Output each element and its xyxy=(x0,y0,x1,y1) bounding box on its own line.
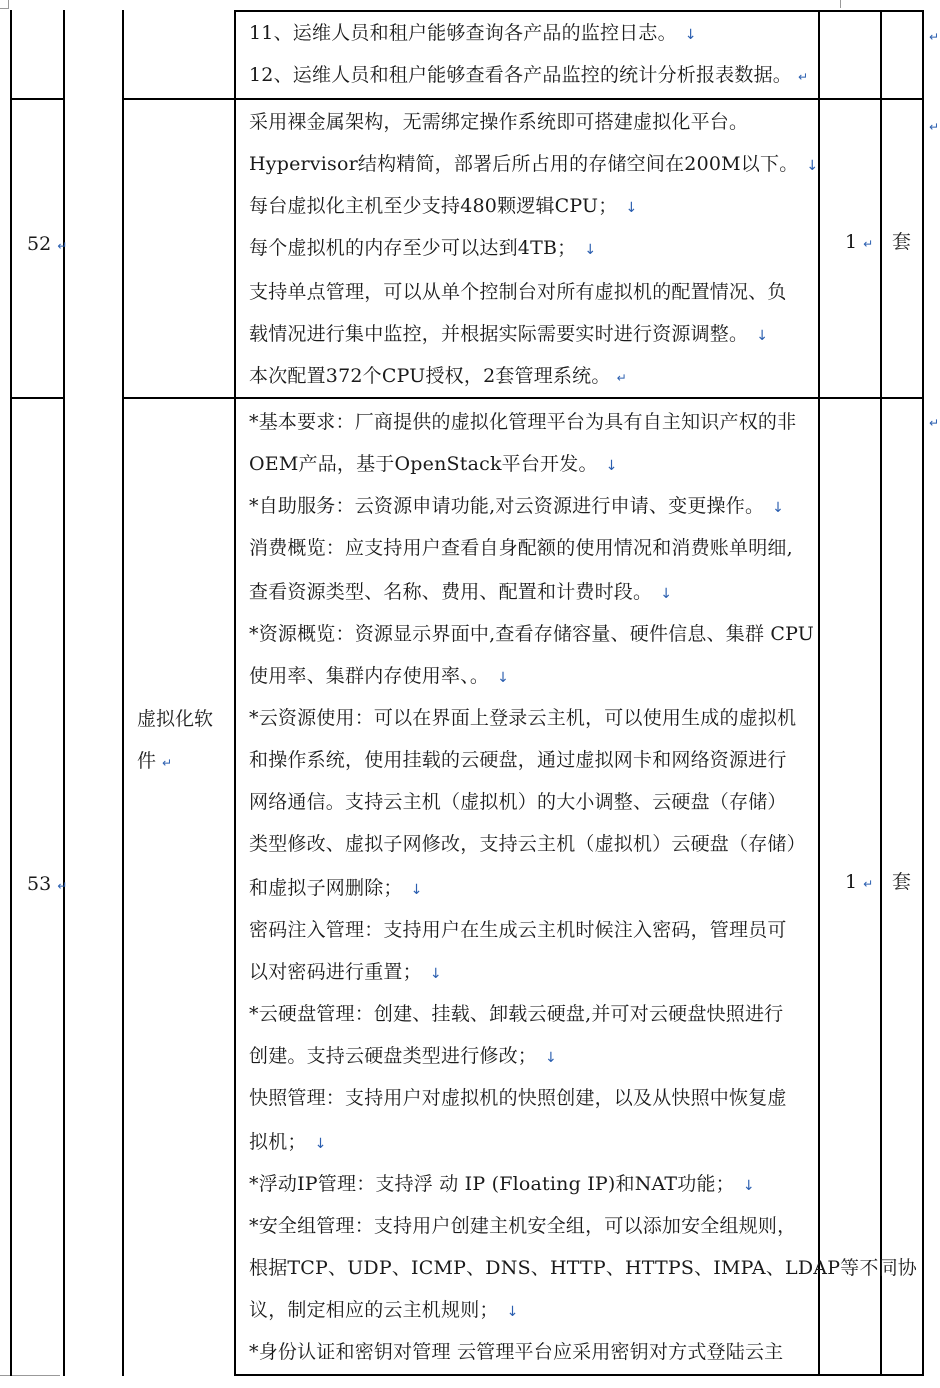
spec-line: 类型修改、虚拟子网修改，支持云主机（虚拟机）云硬盘（存储） xyxy=(249,833,806,855)
paragraph-arrow-icon: ↓ xyxy=(410,882,423,898)
paragraph-arrow-icon: ↓ xyxy=(497,670,510,686)
spec-line: *浮动IP管理：支持浮 动 IP (Floating IP)和NAT功能； ↓ xyxy=(249,1173,755,1195)
column-divider-1 xyxy=(63,10,65,1376)
crop-mark-top-right xyxy=(840,0,841,8)
crop-mark-top-left xyxy=(0,0,9,9)
paragraph-mark-icon: ↵ xyxy=(57,239,68,253)
paragraph-mark-icon: ↵ xyxy=(863,237,874,251)
spec-line: 支持单点管理，可以从单个控制台对所有虚拟机的配置情况、负 xyxy=(249,281,787,303)
side-paragraph-mark-icon: ↵ xyxy=(929,416,940,430)
table-border-top xyxy=(234,10,924,12)
spec-line: 12、运维人员和租户能够查看各产品监控的统计分析报表数据。 ↵ xyxy=(249,64,809,86)
spec-line: *基本要求：厂商提供的虚拟化管理平台为具有自主知识产权的非 xyxy=(249,411,797,433)
paragraph-arrow-icon: ↓ xyxy=(772,500,785,516)
row-divider-51-52 xyxy=(10,98,63,100)
paragraph-arrow-icon: ↓ xyxy=(429,966,442,982)
paragraph-arrow-icon: ↓ xyxy=(625,200,638,216)
spec-line: 密码注入管理：支持用户在生成云主机时候注入密码，管理员可 xyxy=(249,919,787,941)
spec-line: 每个虚拟机的内存至少可以达到4TB； ↓ xyxy=(249,237,597,259)
column-divider-3 xyxy=(234,10,236,1376)
paragraph-arrow-icon: ↓ xyxy=(314,1136,327,1152)
side-paragraph-mark-icon: ↵ xyxy=(929,30,940,44)
row-divider-51-52 xyxy=(122,98,924,100)
side-paragraph-mark-icon: ↵ xyxy=(929,120,940,134)
spec-line: 快照管理：支持用户对虚拟机的快照创建，以及从快照中恢复虚 xyxy=(249,1087,787,1109)
spec-line: 拟机； ↓ xyxy=(249,1131,327,1153)
category-label: 虚拟化软 件 ↵ xyxy=(137,708,214,772)
table-border-bottom xyxy=(234,1374,924,1376)
spec-line: 使用率、集群内存使用率、。 ↓ xyxy=(249,665,510,687)
paragraph-mark-icon: ↵ xyxy=(863,877,874,891)
spec-line: 本次配置372个CPU授权，2套管理系统。 ↵ xyxy=(249,365,627,387)
paragraph-arrow-icon: ↓ xyxy=(684,27,697,43)
quantity-53: 1 ↵ xyxy=(845,871,874,893)
spec-line: *资源概览：资源显示界面中,查看存储容量、硬件信息、集群 CPU xyxy=(249,623,814,645)
crop-mark-bottom-left xyxy=(0,1375,60,1376)
paragraph-mark-icon: ↵ xyxy=(616,371,627,385)
row-divider-52-53 xyxy=(10,397,63,399)
row-index-53: 53 ↵ xyxy=(27,873,68,895)
paragraph-arrow-icon: ↓ xyxy=(742,1178,755,1194)
table-border-left xyxy=(10,10,12,1376)
spec-line: 和虚拟子网删除； ↓ xyxy=(249,877,423,899)
paragraph-arrow-icon: ↓ xyxy=(806,158,819,174)
spec-line: 查看资源类型、名称、费用、配置和计费时段。 ↓ xyxy=(249,581,673,603)
paragraph-arrow-icon: ↓ xyxy=(545,1050,557,1066)
paragraph-mark-icon: ↵ xyxy=(162,756,173,770)
row-divider-52-53 xyxy=(122,397,924,399)
spec-line: 根据TCP、UDP、ICMP、DNS、HTTP、HTTPS、IMPA、LDAP等不同协 xyxy=(249,1257,917,1279)
spec-line: 载情况进行集中监控，并根据实际需要实时进行资源调整。 ↓ xyxy=(249,323,769,345)
paragraph-mark-icon: ↵ xyxy=(57,879,68,893)
spec-line: 网络通信。支持云主机（虚拟机）的大小调整、云硬盘（存储） xyxy=(249,791,787,813)
spec-line: *云资源使用：可以在界面上登录云主机，可以使用生成的虚拟机 xyxy=(249,707,797,729)
spec-line: *安全组管理：支持用户创建主机安全组，可以添加安全组规则， xyxy=(249,1215,797,1237)
table-border-right xyxy=(922,10,924,1376)
spec-line: 消费概览：应支持用户查看自身配额的使用情况和消费账单明细, xyxy=(249,537,793,559)
spec-line: *自助服务：云资源申请功能,对云资源进行申请、变更操作。 ↓ xyxy=(249,495,785,517)
column-divider-4 xyxy=(818,10,820,1376)
spec-line: 每台虚拟化主机至少支持480颗逻辑CPU； ↓ xyxy=(249,195,638,217)
spec-line: 采用裸金属架构，无需绑定操作系统即可搭建虚拟化平台。 xyxy=(249,111,749,133)
paragraph-arrow-icon: ↓ xyxy=(506,1304,519,1320)
spec-line: *身份认证和密钥对管理 云管理平台应采用密钥对方式登陆云主 xyxy=(249,1341,784,1363)
spec-line: 以对密码进行重置； ↓ xyxy=(249,961,442,983)
paragraph-arrow-icon: ↓ xyxy=(660,586,673,602)
spec-line: *云硬盘管理：创建、挂载、卸载云硬盘,并可对云硬盘快照进行 xyxy=(249,1003,784,1025)
unit-52: 套 xyxy=(892,231,912,253)
row-index-52: 52 ↵ xyxy=(27,233,68,255)
spec-line: 11、运维人员和租户能够查询各产品的监控日志。 ↓ xyxy=(249,22,697,44)
spec-line: 创建。支持云硬盘类型进行修改； ↓ xyxy=(249,1045,557,1067)
spec-line: Hypervisor结构精简，部署后所占用的存储空间在200M以下。 ↓ xyxy=(249,153,819,175)
paragraph-mark-icon: ↵ xyxy=(797,70,809,84)
spec-line: 议，制定相应的云主机规则； ↓ xyxy=(249,1299,519,1321)
paragraph-arrow-icon: ↓ xyxy=(756,328,769,344)
unit-53: 套 xyxy=(892,871,912,893)
column-divider-2 xyxy=(122,10,124,1376)
paragraph-arrow-icon: ↓ xyxy=(584,242,597,258)
spec-line: OEM产品，基于OpenStack平台开发。 ↓ xyxy=(249,453,618,475)
column-divider-5 xyxy=(880,10,882,1376)
spec-line: 和操作系统，使用挂载的云硬盘，通过虚拟网卡和网络资源进行 xyxy=(249,749,787,771)
quantity-52: 1 ↵ xyxy=(845,231,874,253)
paragraph-arrow-icon: ↓ xyxy=(605,458,618,474)
